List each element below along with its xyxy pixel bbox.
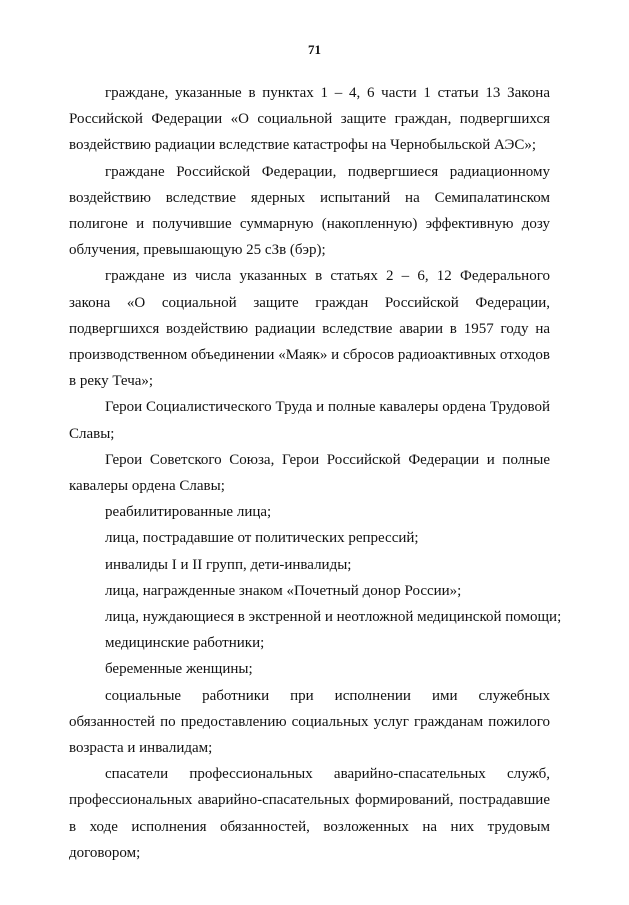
paragraph: граждане Российской Федерации, подвергшиеся радиационному воздействию вследствие ядерных испытаний на Семипалатинском полигоне и получившие суммарную (накопленную) эффективную дозу облучения, превышающую 25 сЗв (бэр); [69, 163, 550, 259]
paragraph: граждане из числа указанных в статьях 2 – 6, 12 Федерального закона «О социальной защите граждан Российской Федерации, подвергшихся воздействию радиации вследствие аварии в 1957 году на производственном объединении «Маяк» и сбросов радиоактивных отходов в реку Теча»; [69, 268, 550, 390]
paragraph: реабилитированные лица; [105, 504, 272, 521]
page-number: 71 [308, 42, 321, 57]
paragraph: Герои Социалистического Труда и полные кавалеры ордена Трудовой Славы; [69, 399, 550, 442]
paragraph: лица, пострадавшие от политических репрессий; [105, 530, 419, 547]
paragraph: инвалиды I и II групп, дети-инвалиды; [105, 556, 352, 573]
paragraph: социальные работники при исполнении ими служебных обязанностей по предоставлению социальных услуг гражданам пожилого возраста и инвалидам; [69, 687, 550, 757]
paragraph: лица, нуждающиеся в экстренной и неотложной медицинской помощи; [105, 609, 562, 626]
paragraph: лица, награжденные знаком «Почетный донор России»; [105, 582, 462, 599]
paragraph: Герои Советского Союза, Герои Российской Федерации и полные кавалеры ордена Славы; [69, 451, 550, 495]
document-body [69, 80, 562, 866]
paragraph: спасатели профессиональных аварийно-спасательных служб, профессиональных аварийно-спасательных формирований, пострадавшие в ходе исполнения обязанностей, возложенных на них трудовым договором; [69, 766, 550, 861]
paragraph: граждане, указанные в пунктах 1 – 4, 6 части 1 статьи 13 Закона Российской Федерации «О социальной защите граждан, подвергшихся воздействию радиации вследствие катастрофы на Чернобыльской АЭС»; [69, 85, 550, 154]
paragraph: беременные женщины; [105, 661, 253, 678]
paragraph: медицинские работники; [105, 635, 265, 652]
